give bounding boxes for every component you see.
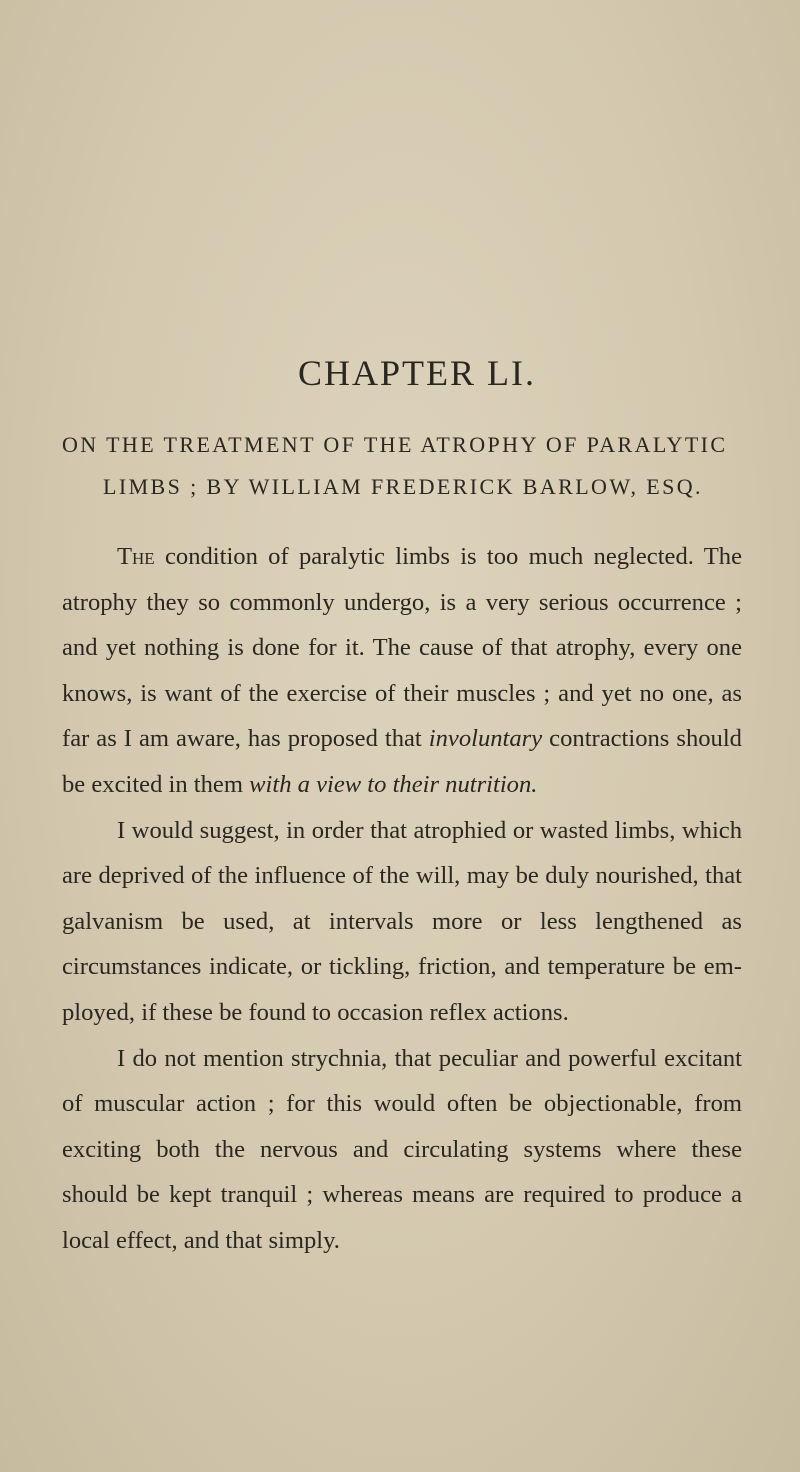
paragraph-3: I do not mention strychnia, that peculiar and powerful excitant of muscular action ; for this would often be objectionable, from exciting both the nervous and circulating systems where these should be kept tranquil ; whereas means are required to produce a local effect, and that simply. — [62, 1044, 742, 1254]
paragraph-2: I would suggest, in order that atrophied or wasted limbs, which are deprived of the influence of the will, may be duly nourished, that galvanism be used, at intervals more or less lengthened as circumstances indicate, or tickling, friction, and temperature be employed, if these be found to occasion reflex actions. — [62, 816, 742, 1026]
paragraph-1 — [62, 534, 742, 808]
paragraph-1-lead: The — [117, 543, 155, 570]
paragraph-1-text-a: condition of paralytic limbs is too much neglected. The atrophy they so commonly undergo, is a very serious occurrence ; and yet nothing is done for it. The cause of that atrophy, every one knows, is want of the exercise of their muscles ; and yet no one, as far as I am aware, has proposed that — [62, 543, 742, 753]
article-heading-line-1: ON THE TREATMENT OF THE ATROPHY OF PARALYTIC — [62, 432, 728, 457]
paragraph-1-text-b: contractions should be excited in them — [62, 725, 742, 798]
article-body — [62, 534, 742, 1264]
paragraph-1-italic-b: with a view to their nutrition. — [249, 770, 538, 798]
article-heading-line-2: LIMBS ; BY WILLIAM FREDERICK BARLOW, ESQ. — [103, 474, 703, 499]
chapter-title: CHAPTER LI. — [298, 353, 536, 393]
paragraph-1-italic-a: involuntary — [428, 725, 543, 753]
